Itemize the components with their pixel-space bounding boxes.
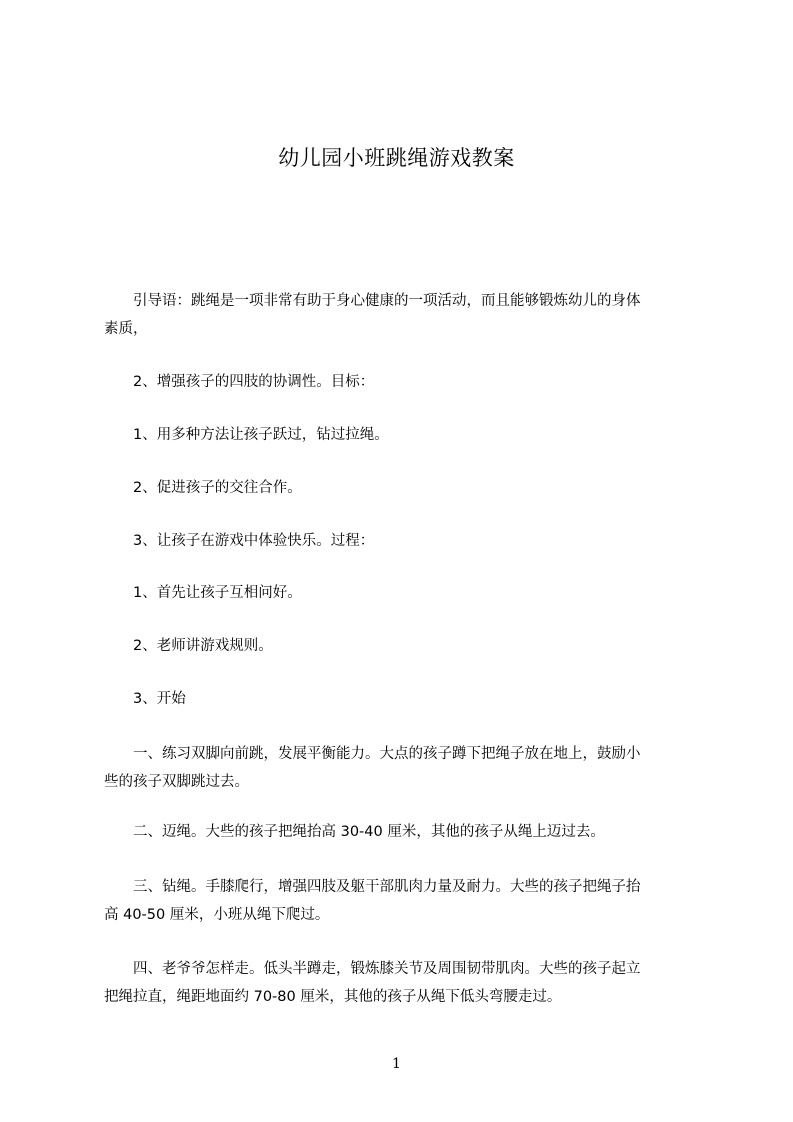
paragraph-line: 1、用多种方法让孩子跃过，钻过拉绳。 [104,427,389,443]
paragraph-line: 四、老爷爷怎样走。低头半蹲走，锻炼膝关节及周围韧带肌肉。大些的孩子起立 [104,961,641,977]
paragraph-line: 把绳拉直，绳距地面约 70-80 厘米，其他的孩子从绳下低头弯腰走过。 [104,989,562,1005]
paragraph-intro [104,287,702,343]
paragraph-goal-2 [104,368,702,396]
page-number: 1 [392,1056,401,1072]
paragraph-activity-3 [104,873,702,929]
paragraph-line: 3、让孩子在游戏中体验快乐。过程： [104,533,375,549]
document-title: 幼儿园小班跳绳游戏教案 [278,146,515,170]
paragraph-line: 高 40-50 厘米，小班从绳下爬过。 [104,907,330,923]
paragraph-line: 引导语：跳绳是一项非常有助于身心健康的一项活动，而且能够锻炼幼儿的身体 [104,293,641,309]
paragraph-activity-2 [104,818,702,846]
paragraph-line: 三、钻绳。手膝爬行，增强四肢及躯干部肌肉力量及耐力。大些的孩子把绳子抬 [104,879,641,895]
paragraph-process-3 [104,685,702,713]
paragraph-activity-4 [104,955,702,1011]
paragraph-objective-1 [104,421,702,449]
paragraph-line: 1、首先让孩子互相问好。 [104,585,302,601]
paragraph-activity-1 [104,740,702,796]
paragraph-line: 3、开始 [104,691,186,707]
paragraph-line: 一、练习双脚向前跳，发展平衡能力。大点的孩子蹲下把绳子放在地上，鼓励小 [104,746,641,762]
paragraph-line: 2、增强孩子的四肢的协调性。目标： [104,374,375,390]
paragraph-line: 2、老师讲游戏规则。 [104,638,273,654]
paragraph-process-2 [104,632,702,660]
paragraph-line: 些的孩子双脚跳过去。 [104,774,249,790]
paragraph-objective-3 [104,527,702,555]
paragraph-line: 二、迈绳。大些的孩子把绳抬高 30-40 厘米，其他的孩子从绳上迈过去。 [104,824,605,840]
paragraph-line: 素质， [104,321,148,337]
paragraph-process-1 [104,579,702,607]
paragraph-line: 2、促进孩子的交往合作。 [104,480,302,496]
paragraph-objective-2 [104,474,702,502]
